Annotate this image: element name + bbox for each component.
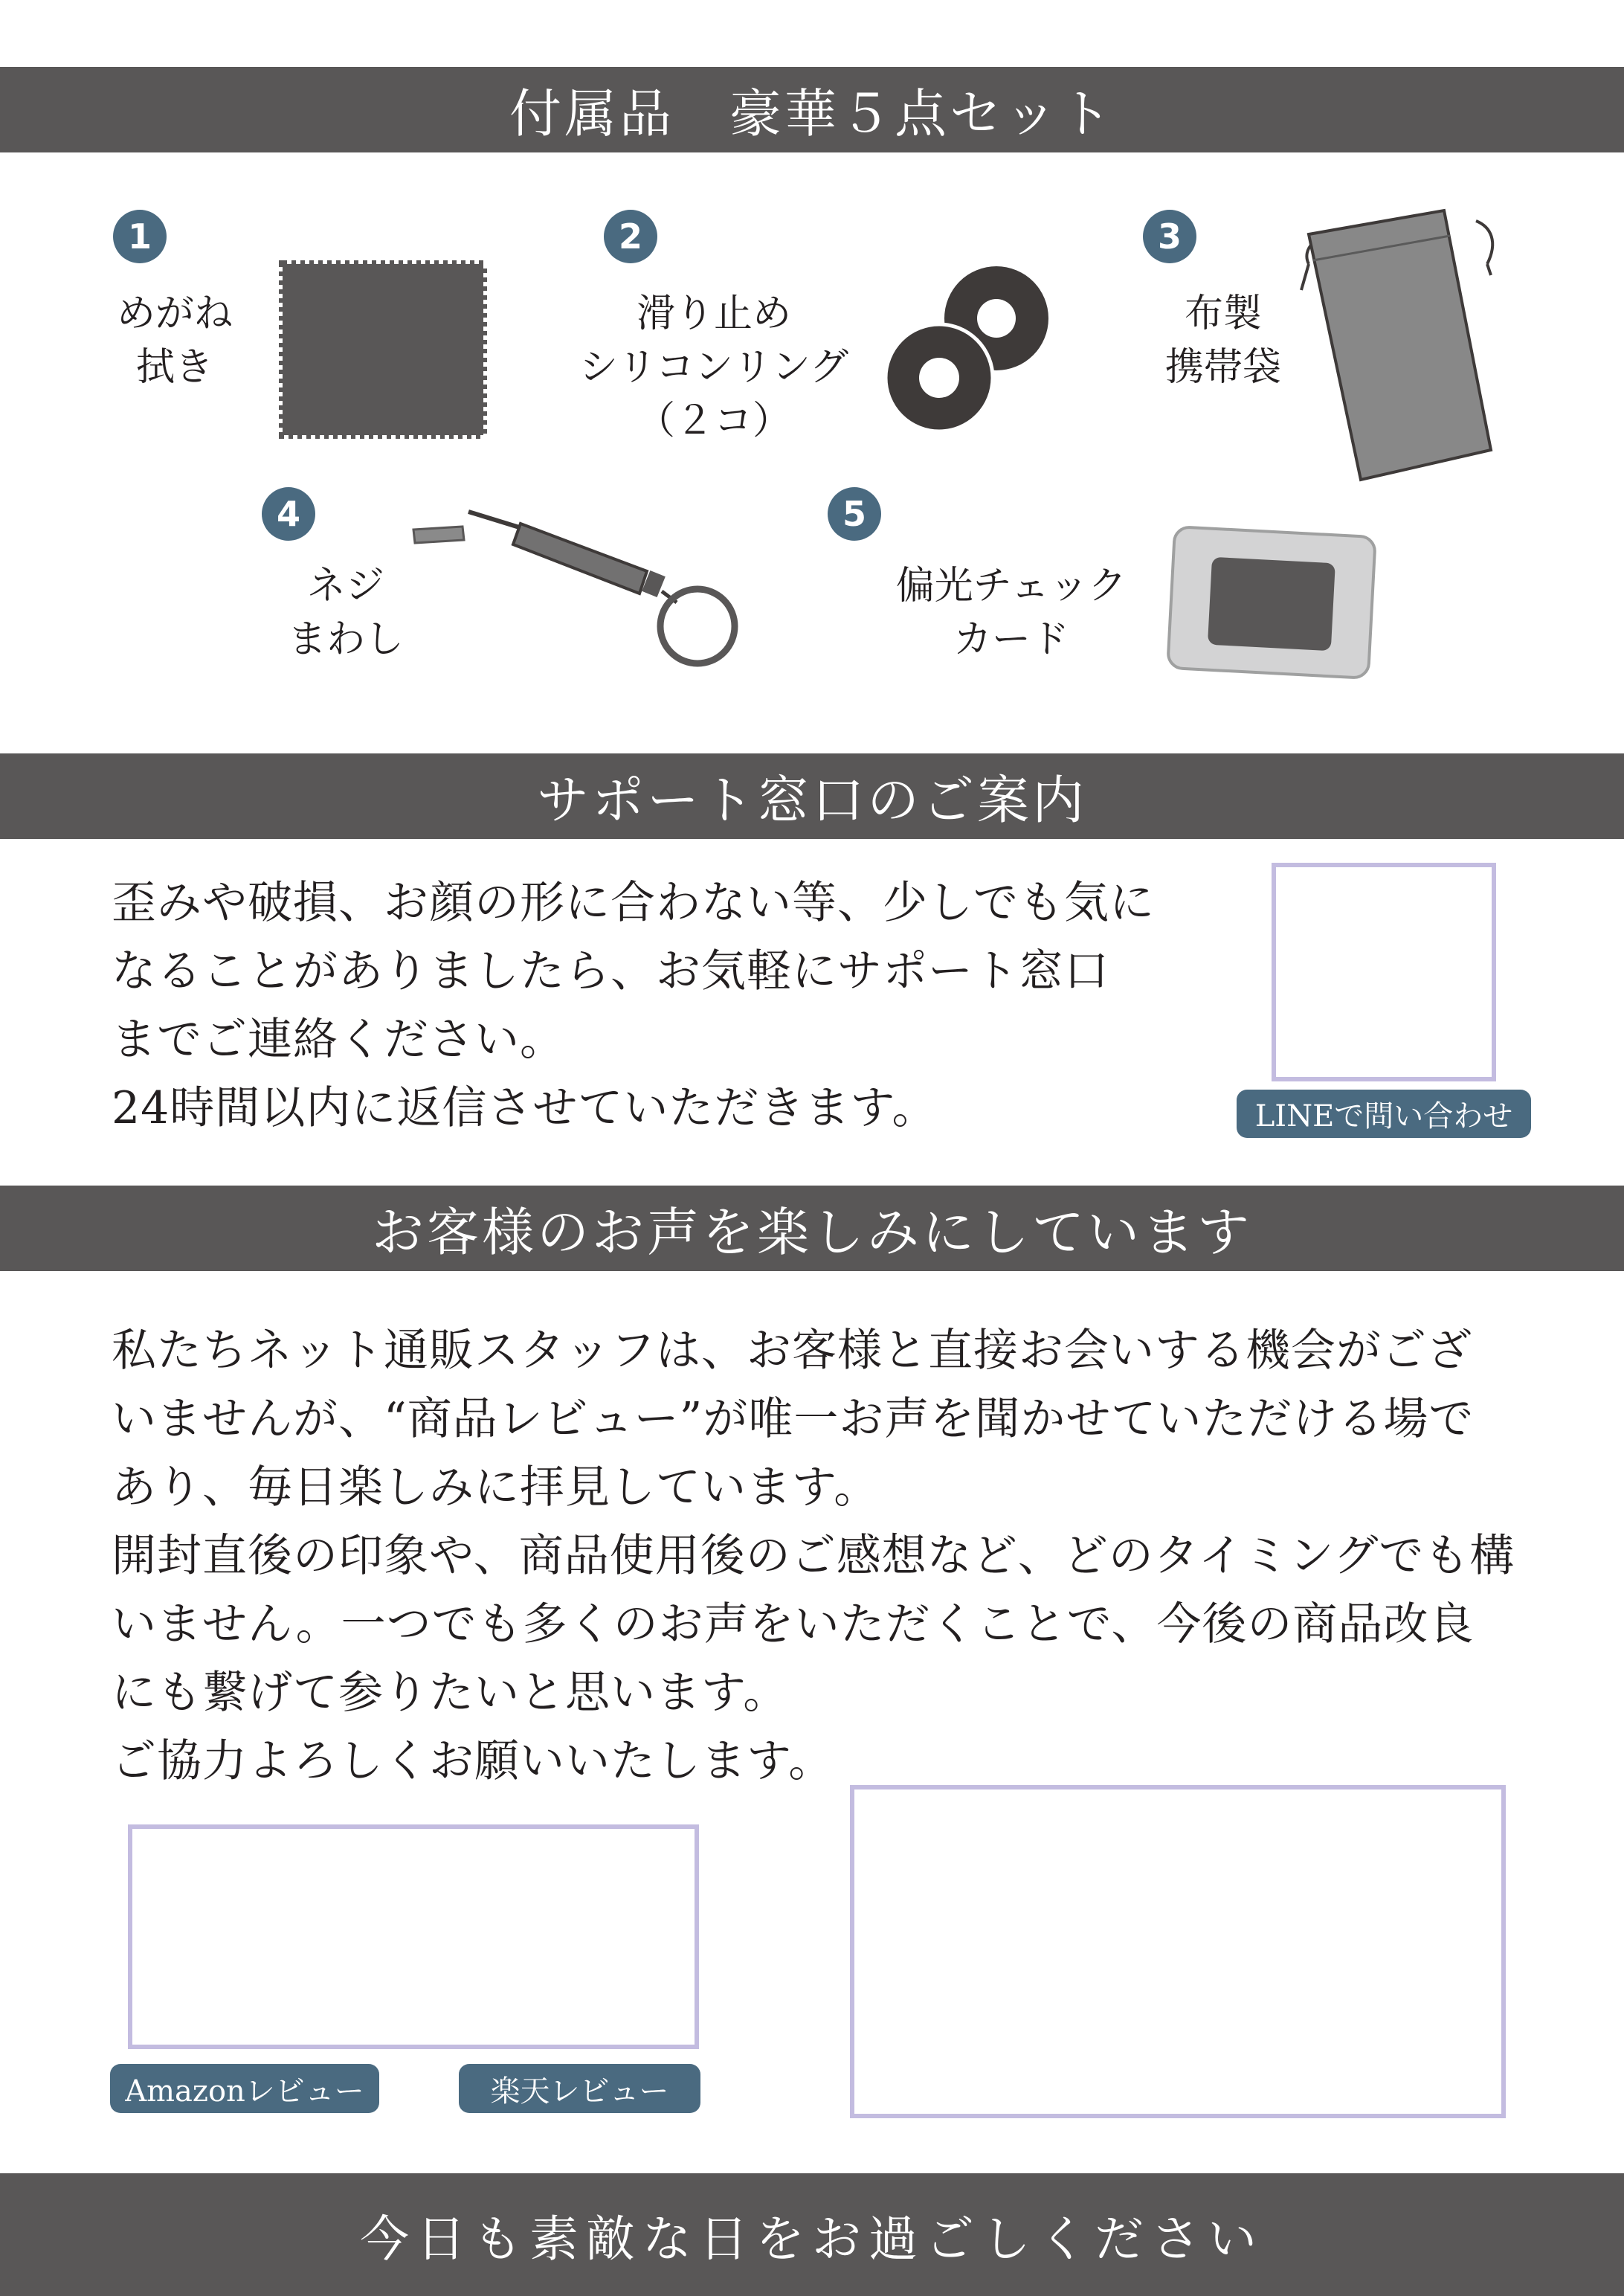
footer-message: 今日も素敵な日をお過ごしください: [360, 2210, 1264, 2268]
reviews-header: [0, 1186, 1624, 1271]
accessories-title: 付属品 豪華５点セット: [509, 83, 1115, 144]
line-contact-button[interactable]: LINEで問い合わせ: [1237, 1090, 1531, 1138]
item-2-number: 2: [604, 210, 657, 263]
item-4-label: ネジ まわし: [287, 564, 404, 662]
item-2-label: 滑り止め シリコンリング （２コ）: [579, 292, 848, 443]
support-text: 歪みや破損、お顔の形に合わない等、少しでも気に なることがありましたら、お気軽にサポート窓口 までご連絡ください。 24時間以内に返信させていただきます。: [112, 877, 1155, 1134]
item-5-label: 偏光チェック カード: [895, 564, 1127, 662]
review-qr-frame-left: [128, 1824, 699, 2049]
item-1-number: 1: [113, 210, 167, 263]
amazon-review-button[interactable]: Amazonレビュー: [110, 2064, 379, 2113]
reviews-title: お客様のお声を楽しみにしています: [372, 1202, 1252, 1263]
line-qr-frame: [1272, 863, 1496, 1081]
review-qr-frame-right: [850, 1785, 1506, 2118]
cleaning-cloth-icon: [275, 257, 491, 443]
item-5-number: 5: [828, 487, 881, 541]
silicone-rings-icon: [881, 260, 1060, 439]
rakuten-review-button[interactable]: 楽天レビュー: [459, 2064, 700, 2113]
polarized-card-icon: [1164, 524, 1379, 681]
item-3-number: 3: [1143, 210, 1196, 263]
item-4-number: 4: [262, 487, 315, 541]
footer-band: [0, 2173, 1624, 2296]
item-3-label: 布製 携帯袋: [1164, 292, 1281, 390]
pouch-icon: [1286, 205, 1509, 487]
support-title: サポート窓口のご案内: [537, 770, 1087, 831]
accessories-header: [0, 67, 1624, 152]
reviews-text: 私たちネット通販スタッフは、お客様と直接お会いする機会がござ いませんが、“商品レビュー”が唯一お声を聞かせていただける場で あり、毎日楽しみに拝見しています。 開封直後の印象や、商品使用後のご感想など、どのタイミングでも構 いません。一つでも多くのお声をいただくことで、今後の商品改良 にも繋げて参りたいと思います。 ご協力よろしくお願いいたします。: [112, 1325, 1515, 1787]
support-header: [0, 753, 1624, 839]
screwdriver-icon: [409, 498, 751, 677]
item-1-label: めがね 拭き: [116, 292, 233, 390]
